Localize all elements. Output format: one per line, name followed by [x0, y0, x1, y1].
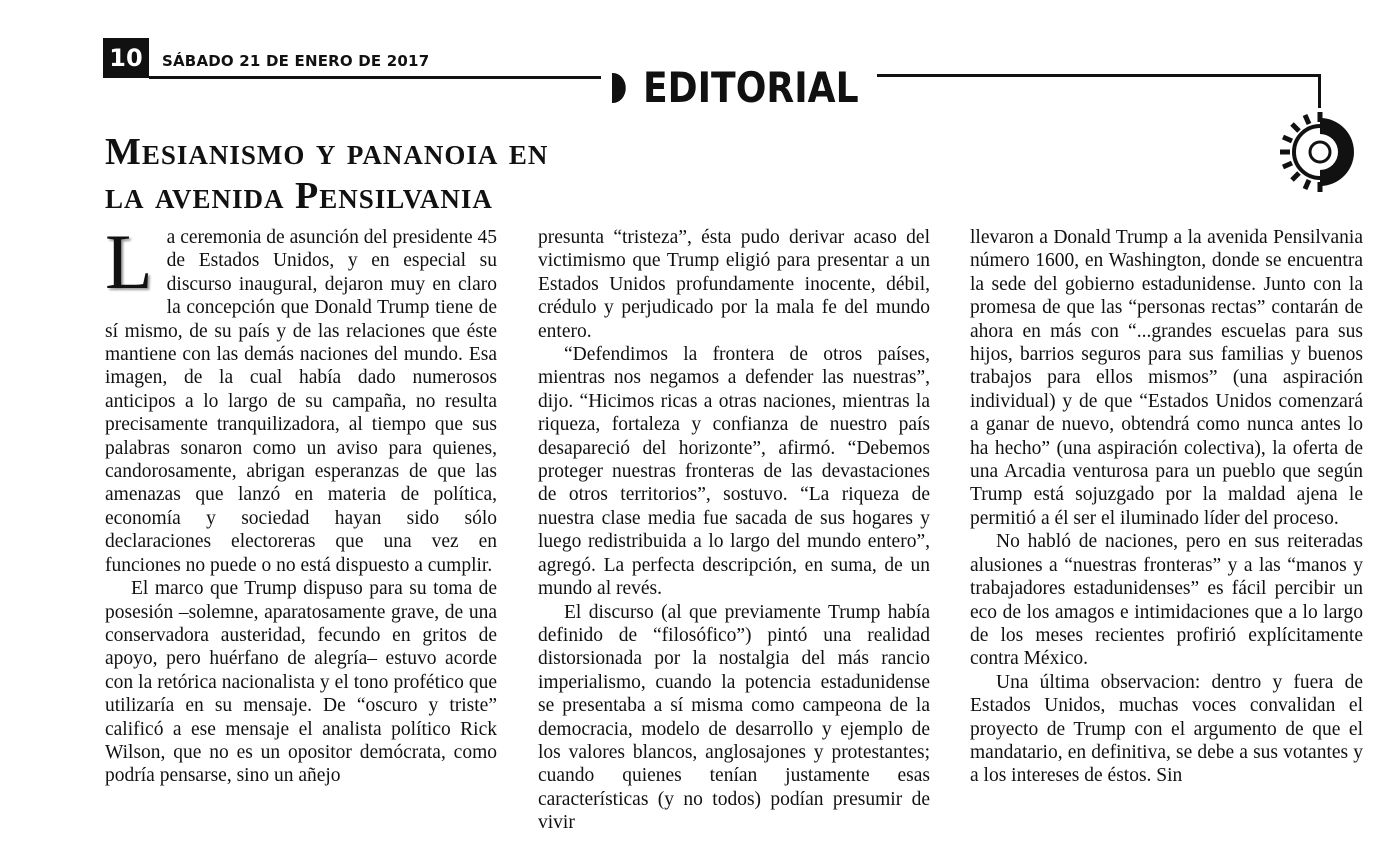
header-rule-left: [149, 76, 601, 79]
article-column-1: [105, 218, 497, 788]
header-rule-right: [877, 74, 1321, 77]
paragraph: “Defendimos la frontera de otros países, mientras nos negamos a defender las nuestras”, dijo. “Hicimos ricas a otras naciones, mientras la riqueza, fortaleza y confianza de nuestro país desapareció del horizonte”, afirmó. “Debemos proteger nuestras fronteras de las devastaciones de otros territorios”, sostuvo. “La riqueza de nuestra clase media fue sacada de sus hogares y luego redistribuida a lo largo del mundo entero”, agregó. La perfecta descripción, en suma, de un mundo al revés.: [538, 344, 930, 600]
article-column-3: [970, 226, 1363, 788]
headline-line-1: Mesianismo y pananoia en: [105, 131, 549, 173]
paragraph: [105, 218, 497, 577]
paragraph: presunta “tristeza”, ésta pudo derivar acaso del victimismo que Trump eligió para presentar a un Estados Unidos profundamente inocente, débil, crédulo y perjudicado por la mala fe del mundo entero.: [538, 227, 930, 342]
section-label: EDITORIAL: [642, 63, 859, 112]
paragraph: El marco que Trump dispuso para su toma de posesión –solemne, aparatosamente grave, de una conservadora austeridad, fecundo en gritos de apoyo, pero huérfano de alegría– estuvo acorde con la retórica nacionalista y el tono profético que utilizaría en su mensaje. De “oscuro y triste” calificó a ese mensaje el analista político Rick Wilson, que no es un opositor demócrata, como podría pensarse, sino un añejo: [105, 578, 497, 787]
header-rule-right-vertical: [1318, 74, 1321, 108]
publication-date: SÁBADO 21 DE ENERO DE 2017: [162, 52, 430, 70]
page-number: 10: [103, 38, 149, 78]
paragraph: llevaron a Donald Trump a la avenida Pensilvania número 1600, en Washington, donde se encuentra la sede del gobierno estadunidense. Junto con la promesa de que las “personas rectas” contarán de ahora en más con “...grandes escuelas para sus hijos, barrios seguros para sus familias y buenos trabajos para ellos mismos” (una aspiración individual) y de que “Estados Unidos comenzará a ganar de nuevo, obtendrá como nunca antes lo ha hecho” (una aspiración colectiva), la oferta de una Arcadia venturosa para un pueblo que según Trump está sojuzgado por la maldad ajena le permitió a él ser el iluminado líder del proceso.: [970, 227, 1363, 529]
paragraph: No habló de naciones, pero en sus reiteradas alusiones a “nuestras fronteras” y a las “manos y trabajadores estadunidenses” es fácil percibir un eco de los amagos e intimidaciones que a lo largo de los meses recientes profirió explícitamente contra México.: [970, 531, 1363, 670]
half-circle-icon: [612, 73, 626, 103]
paragraph-text: a ceremonia de asunción del presidente 45 de Estados Unidos, y en especial su discurso inaugural, dejaron muy en claro la concepción que Donald Trump tiene de sí mismo, de su país y de las relaciones que éste mantiene con las demás naciones del mundo. Esa imagen, de la cual había dado numerosos anticipos a lo largo de su campaña, no resulta precisamente tranquilizadora, al tiempo que sus palabras sonaron como un aviso para quienes, candorosamente, abrigan esperanzas de que las amenazas que lanzó en materia de política, economía y sociedad hayan sido sólo declaraciones electoreras que una vez en funciones no puede o no está dispuesto a cumplir.: [105, 227, 497, 576]
headline-line-2: la avenida Pensilvania: [105, 175, 493, 217]
paragraph: El discurso (al que previamente Trump había definido de “filosófico”) pintó una realidad distorsionada por la nostalgia del más rancio imperialismo, cuando la potencia estadunidense se presentaba a sí misma como campeona de la democracia, modelo de desarrollo y ejemplo de los valores blancos, anglosajones y protestantes; cuando quienes tenían justamente esas características (y no todos) podían presumir de vivir: [538, 601, 930, 834]
article-headline: [105, 130, 548, 218]
drop-cap: L: [105, 218, 153, 305]
sun-logo-icon: [1272, 104, 1368, 200]
article-column-2: [538, 226, 930, 835]
section-heading: [612, 62, 859, 114]
paragraph: Una última observacion: dentro y fuera de Estados Unidos, muchas voces convalidan el proyecto de Trump con el argumento de que el mandatario, en definitiva, se debe a sus votantes y a los intereses de éstos. Sin: [970, 671, 1363, 787]
